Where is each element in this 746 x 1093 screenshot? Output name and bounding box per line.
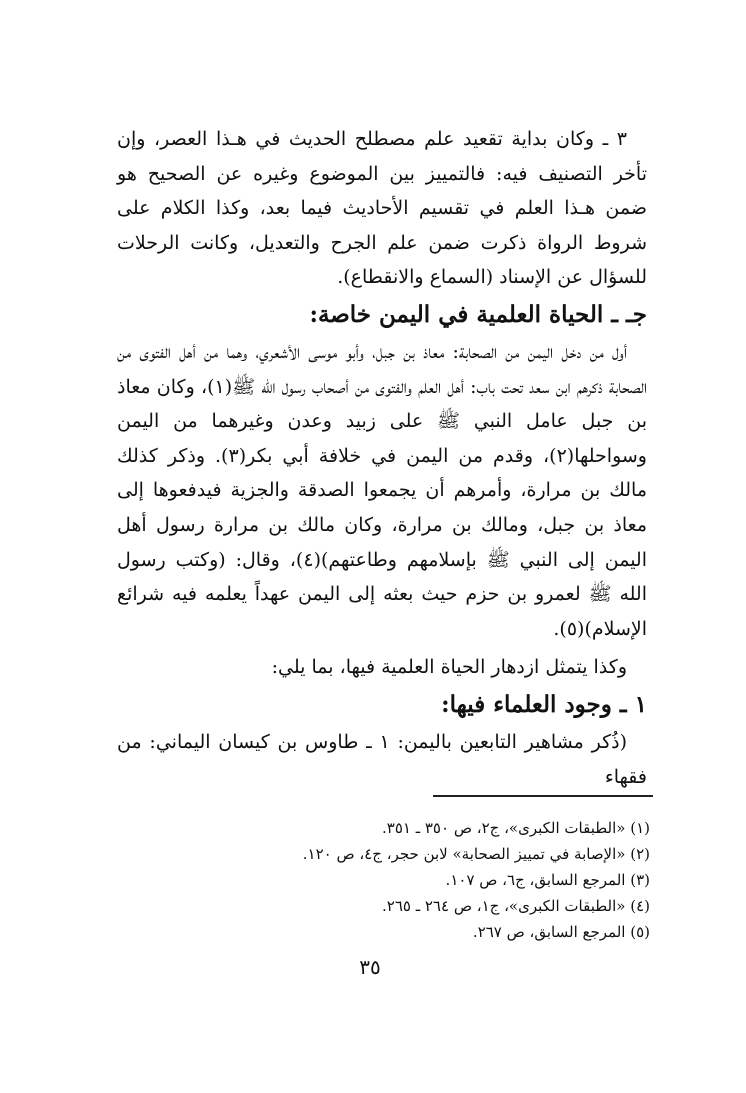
text-line: بكر(٣). وذكر كذلك مالك بن مرارة، وأمرهم أن يجمعوا الصدقة والجزية [117,444,648,502]
footnote-3: (٣) المرجع السابق، ج٦، ص ١٠٧. [445,871,650,889]
footnote-divider [433,795,653,797]
text-line: وكذا يتمثل ازدهار الحياة العلمية فيها، بما يلي: [271,656,627,679]
text-line: والانقطاع). [337,266,424,289]
text-line: التصنيف فيه: فالتمييز بين الموضوع وغيره عن الصحيح هو ضمن هـذا العلم [117,162,647,220]
section-heading-yemen: جـ ـ الحياة العلمية في اليمن خاصة: [309,300,647,328]
text-line: لعمرو بن حزم حيث بعثه إلى اليمن عهداً يعلمه فيه شرائع الإسلام)(٥). [117,583,647,640]
text-line: في تقسيم الأحاديث فيما بعد، وكذا الكلام على شروط الرواة ذكرت ضمن [117,197,648,254]
text-line: ٣ ـ وكان بداية تقعيد علم مصطلح الحديث في هـذا العصر، وإن تأخر [117,128,648,185]
text-line: علم الجرح والتعديل، وكانت الرحلات للسؤال عن الإسناد (السماع [117,231,647,289]
footnote-5: (٥) المرجع السابق، ص ٢٦٧. [472,923,650,941]
paragraph-flourishing [117,650,647,685]
text-line: والفتوى من أصحاب رسول الله ﷺ(١)، وكان معاذ بن جبل عامل النبي ﷺ على [117,375,647,433]
page-number: ٣٥ [359,955,381,979]
paragraph-point-3 [117,122,647,295]
text-line: أهل اليمن إلى النبي ﷺ بإسلامهم وطاعتهم)(٤)، وقال: (وكتب رسول الله ﷺ [117,513,648,606]
text-line: (ذُكر مشاهير التابعين باليمن: ١ ـ طاوس بن كيسان اليماني: من فقهاء [117,730,647,788]
text-line: وهما من أهل الفتوى من الصحابة ذكرهم ابن سعد تحت باب: أهل العلم [117,340,647,398]
footnote-2: (٢) «الإصابة في تمييز الصحابة» لابن حجر، ج٤، ص ١٢٠. [302,845,650,863]
text-line: أول من دخل اليمن من الصحابة: معاذ بن جبل، وأبو موسى الأشعري، [255,340,627,363]
footnotes [150,815,650,945]
paragraph-tabiin [117,725,647,794]
footnote-4: (٤) «الطبقات الكبرى»، ج١، ص ٢٦٤ ـ ٢٦٥. [381,897,650,915]
main-text [117,122,647,794]
section-heading-scholars: ١ ـ وجود العلماء فيها: [441,690,647,718]
footnote-1: (١) «الطبقات الكبرى»، ج٢، ص ٣٥٠ ـ ٣٥١. [381,819,650,837]
text-line: فيدفعوها إلى معاذ بن جبل، ومالك بن مرارة، وكان مالك بن مرارة رسول [117,479,648,536]
paragraph-first-companions [117,335,647,646]
text-line: زبيد وعدن وغيرهما من اليمن وسواحلها(٢)، وقدم من اليمن في خلافة أبي [117,410,647,467]
